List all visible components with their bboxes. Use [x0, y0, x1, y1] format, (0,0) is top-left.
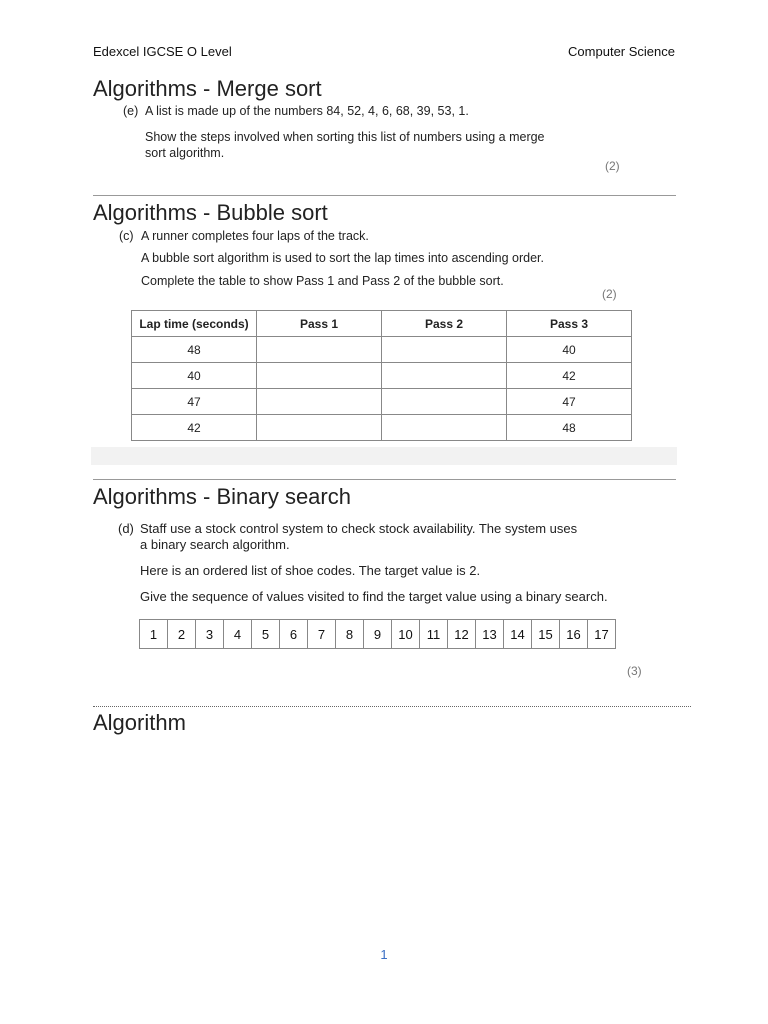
table-row [132, 389, 632, 415]
shoe-code-cell: 11 [420, 620, 448, 649]
shoe-code-cell: 16 [560, 620, 588, 649]
table-cell: 42 [132, 415, 257, 441]
table-cell-pass-2[interactable] [382, 337, 507, 363]
shoe-code-cell: 2 [168, 620, 196, 649]
header-right: Computer Science [568, 44, 675, 59]
binary-question [118, 521, 577, 537]
table-cell: 48 [132, 337, 257, 363]
lap-time-table [131, 310, 632, 441]
bubble-line-1: A runner completes four laps of the track. [141, 229, 369, 243]
lap-table-header: Pass 3 [507, 311, 632, 337]
lap-table-header-row [132, 311, 632, 337]
lap-table-header: Lap time (seconds) [132, 311, 257, 337]
bubble-line-2: A bubble sort algorithm is used to sort the lap times into ascending order. [141, 251, 545, 265]
table-cell: 47 [507, 389, 632, 415]
binary-line-1: Staff use a stock control system to check stock availability. The system uses [140, 521, 578, 536]
shoe-code-cell: 10 [392, 620, 420, 649]
table-cell-pass-2[interactable] [382, 389, 507, 415]
shoe-code-cell: 6 [280, 620, 308, 649]
bubble-sort-title: Algorithms - Bubble sort [93, 200, 328, 225]
merge-sort-title: Algorithms - Merge sort [93, 76, 322, 101]
shoe-code-cell: 17 [588, 620, 616, 649]
shaded-band [91, 447, 677, 465]
divider-2 [93, 479, 676, 480]
table-cell-pass-2[interactable] [382, 363, 507, 389]
divider-3 [93, 706, 691, 707]
shoe-code-cell: 14 [504, 620, 532, 649]
page-number: 1 [380, 947, 388, 962]
table-cell-pass-1[interactable] [257, 415, 382, 441]
merge-line-3: sort algorithm. [145, 146, 225, 160]
table-cell-pass-1[interactable] [257, 363, 382, 389]
divider-1 [93, 195, 676, 196]
merge-line-1: A list is made up of the numbers 84, 52, 4, 6, 68, 39, 53, 1. [145, 104, 469, 118]
bubble-marks: (2) [602, 287, 617, 301]
binary-line-4: Give the sequence of values visited to find the target value using a binary search. [140, 589, 608, 604]
table-cell-pass-2[interactable] [382, 415, 507, 441]
header-left: Edexcel IGCSE O Level [93, 44, 232, 59]
table-cell-pass-1[interactable] [257, 337, 382, 363]
binary-line-3: Here is an ordered list of shoe codes. The target value is 2. [140, 563, 481, 578]
merge-marks: (2) [605, 159, 620, 173]
table-row [132, 363, 632, 389]
merge-instruction [145, 129, 545, 161]
binary-line-2: a binary search algorithm. [140, 537, 290, 552]
table-cell-pass-1[interactable] [257, 389, 382, 415]
algorithm-title: Algorithm [93, 710, 186, 735]
bubble-question [119, 228, 369, 244]
shoe-code-cell: 3 [196, 620, 224, 649]
bubble-line-3: Complete the table to show Pass 1 and Pass 2 of the bubble sort. [141, 274, 504, 288]
shoe-code-cell: 4 [224, 620, 252, 649]
shoe-code-cell: 8 [336, 620, 364, 649]
merge-question [123, 103, 469, 119]
lap-table-header: Pass 2 [382, 311, 507, 337]
shoe-codes-table [139, 619, 616, 649]
shoe-code-cell: 15 [532, 620, 560, 649]
table-cell: 40 [132, 363, 257, 389]
binary-search-title: Algorithms - Binary search [93, 484, 351, 509]
shoe-code-cell: 1 [140, 620, 168, 649]
shoe-code-cell: 13 [476, 620, 504, 649]
merge-line-2: Show the steps involved when sorting this list of numbers using a merge [145, 130, 545, 144]
table-cell: 47 [132, 389, 257, 415]
table-row [132, 337, 632, 363]
binary-question-number: (d) [118, 521, 134, 536]
shoe-code-cell: 5 [252, 620, 280, 649]
shoe-code-cell: 9 [364, 620, 392, 649]
table-cell: 48 [507, 415, 632, 441]
binary-marks: (3) [627, 664, 642, 678]
table-cell: 42 [507, 363, 632, 389]
shoe-code-cell: 12 [448, 620, 476, 649]
table-cell: 40 [507, 337, 632, 363]
table-row [132, 415, 632, 441]
merge-question-number: (e) [123, 104, 139, 118]
lap-table-header: Pass 1 [257, 311, 382, 337]
shoe-code-cell: 7 [308, 620, 336, 649]
bubble-question-number: (c) [119, 229, 134, 243]
table-row [140, 620, 616, 649]
